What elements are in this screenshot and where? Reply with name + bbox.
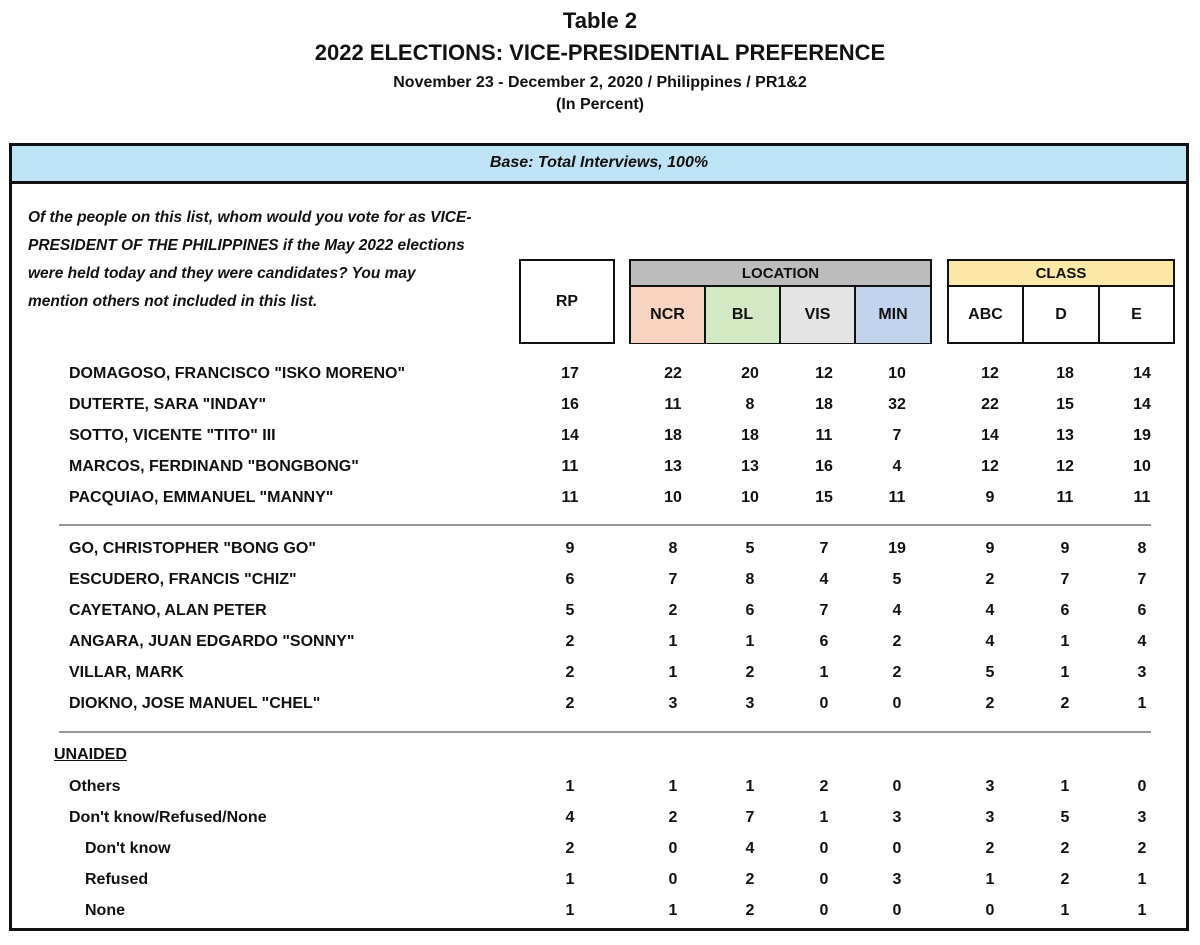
table-cell: 1: [1060, 778, 1070, 795]
class-group: [947, 259, 1175, 344]
survey-question: Of the people on this list, whom would you vote for as VICE-PRESIDENT OF THE PHILIPPINES if the May 2022 elections were held today and they were candidates? You may mention others not included in this list.: [28, 209, 472, 310]
table-cell: 2: [1060, 871, 1070, 888]
table-cell: 1: [565, 902, 575, 919]
location-group: [629, 259, 932, 344]
table-cell: 0: [819, 902, 829, 919]
table-cell: 2: [745, 664, 755, 681]
row-label: MARCOS, FERDINAND "BONGBONG": [69, 458, 359, 475]
row-separator: [59, 524, 1151, 526]
row-label: DUTERTE, SARA "INDAY": [69, 396, 267, 413]
table-cell: 18: [815, 396, 833, 413]
table-cell: 3: [985, 809, 995, 826]
table-cell: 1: [1060, 664, 1070, 681]
table-cell: 6: [565, 571, 575, 588]
column-header-ncr: NCR: [631, 287, 706, 343]
table-cell: 1: [819, 809, 829, 826]
table-cell: 14: [981, 427, 999, 444]
table-cell: 2: [745, 871, 755, 888]
table-cell: 2: [1060, 695, 1070, 712]
table-cell: 0: [1137, 778, 1147, 795]
table-cell: 0: [892, 695, 902, 712]
table-cell: 2: [985, 695, 995, 712]
table-cell: 5: [745, 540, 755, 557]
table-cell: 7: [819, 540, 829, 557]
table-cell: 13: [664, 458, 682, 475]
table-cell: 1: [668, 902, 678, 919]
table-cell: 9: [985, 540, 995, 557]
table-cell: 0: [892, 778, 902, 795]
row-label: DIOKNO, JOSE MANUEL "CHEL": [69, 695, 321, 712]
table-cell: 0: [892, 902, 902, 919]
table-cell: 12: [815, 365, 833, 382]
table-cell: 1: [1060, 902, 1070, 919]
table-cell: 5: [985, 664, 995, 681]
table-cell: 0: [985, 902, 995, 919]
table-cell: 4: [565, 809, 575, 826]
row-label: Don't know: [85, 840, 171, 857]
row-label: GO, CHRISTOPHER "BONG GO": [69, 540, 316, 557]
table-cell: 2: [819, 778, 829, 795]
table-cell: 15: [1056, 396, 1074, 413]
table-cell: 11: [561, 458, 579, 475]
table-cell: 16: [561, 396, 579, 413]
table-cell: 9: [985, 489, 995, 506]
row-label: ANGARA, JUAN EDGARDO "SONNY": [69, 633, 355, 650]
table-cell: 4: [985, 602, 995, 619]
table-cell: 12: [981, 458, 999, 475]
table-cell: 6: [819, 633, 829, 650]
table-cell: 32: [888, 396, 906, 413]
table-cell: 12: [981, 365, 999, 382]
table-cell: 5: [565, 602, 575, 619]
row-label: Don't know/Refused/None: [69, 809, 267, 826]
table-cell: 1: [1137, 902, 1147, 919]
table-cell: 8: [1137, 540, 1147, 557]
column-header-e: E: [1131, 306, 1142, 323]
row-label: SOTTO, VICENTE "TITO" III: [69, 427, 276, 444]
table-cell: 0: [819, 840, 829, 857]
table-cell: 2: [1137, 840, 1147, 857]
table-cell: 5: [892, 571, 902, 588]
row-label: Refused: [85, 871, 149, 888]
row-label: None: [85, 902, 125, 919]
table-cell: 1: [745, 778, 755, 795]
table-cell: 2: [892, 664, 902, 681]
table-cell: 1: [668, 778, 678, 795]
table-cell: 6: [1060, 602, 1070, 619]
table-cell: 3: [1137, 809, 1147, 826]
table-cell: 7: [819, 602, 829, 619]
table-cell: 2: [565, 633, 575, 650]
table-cell: 7: [1060, 571, 1070, 588]
location-header: LOCATION: [631, 261, 930, 287]
table-cell: 0: [668, 840, 678, 857]
table-cell: 1: [565, 871, 575, 888]
table-cell: 11: [1133, 489, 1151, 506]
table-cell: 2: [985, 840, 995, 857]
table-cell: 7: [1137, 571, 1147, 588]
table-cell: 3: [892, 809, 902, 826]
table-cell: 1: [1137, 871, 1147, 888]
unaided-label: UNAIDED: [54, 746, 127, 763]
column-header-rp: RP: [519, 259, 615, 344]
table-cell: 9: [1060, 540, 1070, 557]
survey-date-line: November 23 - December 2, 2020 / Philippines / PR1&2: [393, 74, 807, 91]
table-cell: 14: [1133, 396, 1151, 413]
table-cell: 4: [1137, 633, 1147, 650]
table-cell: 8: [668, 540, 678, 557]
table-cell: 13: [1056, 427, 1074, 444]
table-cell: 11: [664, 396, 682, 413]
table-cell: 11: [888, 489, 906, 506]
table-cell: 14: [1133, 365, 1151, 382]
table-cell: 19: [1133, 427, 1151, 444]
row-label: CAYETANO, ALAN PETER: [69, 602, 267, 619]
column-header-vis: VIS: [781, 287, 856, 343]
table-cell: 8: [745, 571, 755, 588]
table-cell: 0: [668, 871, 678, 888]
table-cell: 1: [668, 664, 678, 681]
table-cell: 2: [565, 840, 575, 857]
table-cell: 22: [664, 365, 682, 382]
table-cell: 9: [565, 540, 575, 557]
table-cell: 18: [1056, 365, 1074, 382]
base-label: Base: Total Interviews, 100%: [12, 146, 1186, 184]
table-cell: 10: [741, 489, 759, 506]
table-cell: 2: [985, 571, 995, 588]
column-header-min: MIN: [856, 287, 930, 343]
table-cell: 1: [1060, 633, 1070, 650]
row-label: Others: [69, 778, 121, 795]
table-cell: 12: [1056, 458, 1074, 475]
table-cell: 4: [745, 840, 755, 857]
table-cell: 1: [985, 871, 995, 888]
table-cell: 3: [985, 778, 995, 795]
table-cell: 18: [664, 427, 682, 444]
table-subtitle: 2022 ELECTIONS: VICE-PRESIDENTIAL PREFERENCE: [314, 40, 886, 65]
table-cell: 10: [664, 489, 682, 506]
table-cell: 11: [1056, 489, 1074, 506]
table-cell: 7: [668, 571, 678, 588]
table-cell: 2: [565, 695, 575, 712]
table-cell: 4: [819, 571, 829, 588]
table-cell: 17: [561, 365, 579, 382]
column-header-abc: ABC: [949, 287, 1024, 343]
table-cell: 2: [892, 633, 902, 650]
table-cell: 2: [668, 809, 678, 826]
table-cell: 1: [819, 664, 829, 681]
table-cell: 2: [668, 602, 678, 619]
table-cell: 1: [668, 633, 678, 650]
table-cell: 18: [741, 427, 759, 444]
table-cell: 2: [565, 664, 575, 681]
table-cell: 11: [815, 427, 833, 444]
table-cell: 6: [1137, 602, 1147, 619]
table-cell: 13: [741, 458, 759, 475]
table-cell: 5: [1060, 809, 1070, 826]
table-frame: [9, 143, 1189, 931]
table-cell: 2: [745, 902, 755, 919]
row-label: VILLAR, MARK: [69, 664, 184, 681]
table-cell: 7: [892, 427, 902, 444]
table-cell: 1: [1137, 695, 1147, 712]
table-cell: 11: [561, 489, 579, 506]
row-label: PACQUIAO, EMMANUEL "MANNY": [69, 489, 334, 506]
table-cell: 16: [815, 458, 833, 475]
table-cell: 10: [1133, 458, 1151, 475]
row-separator: [59, 731, 1151, 733]
table-title: Table 2: [562, 8, 638, 33]
column-header-d: D: [1024, 287, 1100, 343]
row-label: ESCUDERO, FRANCIS "CHIZ": [69, 571, 297, 588]
table-cell: 7: [745, 809, 755, 826]
table-cell: 1: [565, 778, 575, 795]
table-cell: 2: [1060, 840, 1070, 857]
table-cell: 19: [888, 540, 906, 557]
table-cell: 1: [745, 633, 755, 650]
column-header-bl: BL: [706, 287, 781, 343]
table-cell: 0: [819, 695, 829, 712]
table-cell: 4: [985, 633, 995, 650]
table-cell: 14: [561, 427, 579, 444]
table-cell: 3: [668, 695, 678, 712]
table-cell: 10: [888, 365, 906, 382]
table-cell: 6: [745, 602, 755, 619]
unit-line: (In Percent): [555, 96, 644, 113]
table-cell: 22: [981, 396, 999, 413]
class-header: CLASS: [949, 261, 1173, 287]
table-cell: 0: [892, 840, 902, 857]
table-cell: 15: [815, 489, 833, 506]
row-label: DOMAGOSO, FRANCISCO "ISKO MORENO": [69, 365, 406, 382]
table-cell: 0: [819, 871, 829, 888]
table-cell: 8: [745, 396, 755, 413]
table-cell: 3: [1137, 664, 1147, 681]
table-cell: 3: [892, 871, 902, 888]
table-cell: 4: [892, 602, 902, 619]
table-cell: 4: [892, 458, 902, 475]
table-cell: 20: [741, 365, 759, 382]
table-cell: 3: [745, 695, 755, 712]
